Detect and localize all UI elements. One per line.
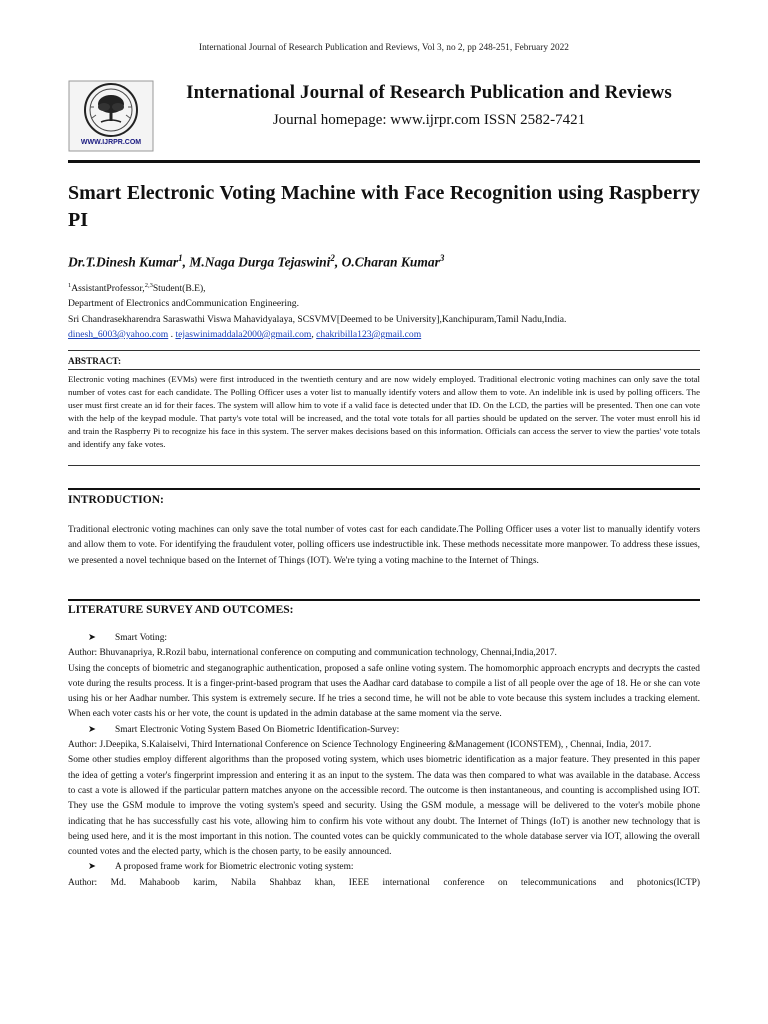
logo-caption: WWW.IJRPR.COM: [80, 139, 142, 146]
author-emails: dinesh_6003@yahoo.com . tejaswinimaddala2000@gmail.com, chakribilla123@gmail.com: [68, 329, 422, 340]
running-head: International Journal of Research Publication and Reviews, Vol 3, no 2, pp 248-251, February 2022: [199, 43, 569, 53]
email-link[interactable]: dinesh_6003@yahoo.com: [68, 329, 169, 340]
list-item: [68, 723, 700, 738]
author-line: Dr.T.Dinesh Kumar$^1$, M.Naga Durga Tejaswini$^2$, O.Charan Kumar$^3$: [68, 253, 445, 270]
item-author: Author: J.Deepika, S.Kalaiselvi, Third International Conference on Science Technology Engineering &Management (ICONSTEM), , Chennai, India, 2017.: [68, 740, 652, 751]
abstract-heading: ABSTRACT:: [68, 357, 122, 367]
affiliation-department: Department of Electronics andCommunication Engineering.: [68, 298, 299, 309]
item-author: Author: Md. Mahaboob karim, Nabila Shahbaz khan, IEEE international conference on telecommunications and photonics(ICTP): [68, 877, 700, 888]
author-affil-mark: 2: [330, 253, 335, 263]
email-link[interactable]: tejaswinimaddala2000@gmail.com: [175, 329, 312, 340]
paper-title: Smart Electronic Voting Machine with Face Recognition using Raspberry PI: [68, 182, 700, 231]
author-affil-mark: 1: [178, 253, 183, 263]
journal-homepage: Journal homepage: www.ijrpr.com ISSN 2582-7421: [272, 112, 586, 128]
list-item: [68, 631, 700, 646]
journal-logo: [68, 80, 154, 152]
affil-mark: 1: [68, 282, 72, 289]
abstract-top-rule: [68, 350, 700, 351]
arrow-bullet-icon: ➤: [88, 862, 96, 873]
author-name: O.Charan Kumar: [341, 254, 440, 270]
affil-role: AssistantProfessor,: [71, 283, 145, 295]
item-title: Smart Electronic Voting System Based On Biometric Identification-Survey:: [115, 724, 400, 735]
affil-role: Student(B.E),: [152, 283, 206, 295]
intro-rule: [68, 488, 700, 490]
arrow-bullet-icon: ➤: [88, 633, 96, 643]
abstract-text: Electronic voting machines (EVMs) were first introduced in the twentieth century and are now widely employed. Traditional electronic voting machines can only save the total number of votes cast for each candidate. The Polling Officer uses a voter list to manually identify voters and allow them to vote. An indelible ink is used by polling officers. The user must first create an id for their faces. The system will allow him to vote if a valid face is detected under that ID. On the LCD, the parties will be presented. Then one can vote with the help of the keypad module. That party's vote total will be increased, and the total vote totals for all parties should be updated on the server. The voter must enroll his id and train the Raspberry Pi to recognize his face in this system. The server makes decisions based on this information. Officials can access the server to view the parties' vote totals and identify any fake votes.: [68, 374, 700, 449]
header-rule: [68, 160, 700, 163]
item-title: Smart Voting:: [115, 633, 168, 643]
literature-rule: [68, 599, 700, 601]
literature-survey: [68, 631, 700, 891]
literature-heading: LITERATURE SURVEY AND OUTCOMES:: [68, 604, 294, 616]
email-link[interactable]: chakribilla123@gmail.com: [316, 329, 422, 340]
affiliation-institution: Sri Chandrasekharendra Saraswathi Viswa Mahavidyalaya, SCSVMV[Deemed to be University],Kanchipuram,Tamil Nadu,India.: [68, 314, 567, 325]
item-author: Author: Bhuvanapriya, R.Rozil babu, international conference on computing and communication technology, Chennai,India,2017.: [68, 648, 557, 659]
journal-title: International Journal of Research Publication and Reviews: [186, 82, 672, 103]
affiliation-roles: [68, 282, 700, 294]
abstract-head-rule: [68, 369, 700, 370]
item-text: Some other studies employ different algorithms than the proposed voting system, which uses biometric identification as a major feature. They presented in this paper the idea of getting a voter's fingerprint impression and entering it as an input to the system. The data was then compared to what was available in the database. Access to cast a vote is allowed if the particular pattern matches anyone on the accessible record. The outcome is then instantaneous, and counting is accomplished using IOT. They use the GSM module to improve the voting system's speed and security. Using the GSM module, a message will be delivered to the voter's mobile phone indicating that he has successfully cast his vote, allowing him to confirm his vote without any doubt. The Internet of Things (IoT) is another new technology that is being used here, and it is the most important in this notion. The counted votes can be quickly communicated to the whole database server via IOT, allowing the overall counted votes and the elected party, which is the chosen party, to be easily announced.: [68, 755, 700, 858]
author-affil-mark: 3: [439, 253, 445, 263]
item-text: Using the concepts of biometric and steganographic authentication, proposed a safe online voting system. The homomorphic approach encrypts and decrypts the casted vote during the results process. It is a finger-print-based program that uses the Aadhar card database to compile a list of all people over the age of 18. He or she can vote using his or her Aadhar number. This system is extremely secure. If he tries a second time, he will not be able to vote because this system includes a tracking element. When each voter casts his or her vote, the count is updated in the admin database at the same moment via the serve.: [68, 663, 700, 720]
author-name: M.Naga Durga Tejaswini: [189, 254, 331, 270]
abstract-bottom-rule: [68, 465, 700, 466]
author-name: Dr.T.Dinesh Kumar: [68, 254, 179, 270]
introduction-text: Traditional electronic voting machines can only save the total number of votes cast for each candidate.The Polling Officer uses a voter list to manually identify voters and allow them to vote. For identifying the fraudulent voter, polling officers use indestructible ink. These methods necessitate more manpower. To address these issues, we presented a novel technique based on the Internet of Things (IOT). We're tying a voting machine to the Internet of Things.: [68, 525, 700, 566]
item-title: A proposed frame work for Biometric electronic voting system:: [115, 862, 354, 873]
arrow-bullet-icon: ➤: [88, 724, 96, 735]
introduction-heading: INTRODUCTION:: [68, 494, 164, 506]
list-item: [68, 860, 700, 875]
affil-mark: 2,3: [144, 282, 153, 289]
